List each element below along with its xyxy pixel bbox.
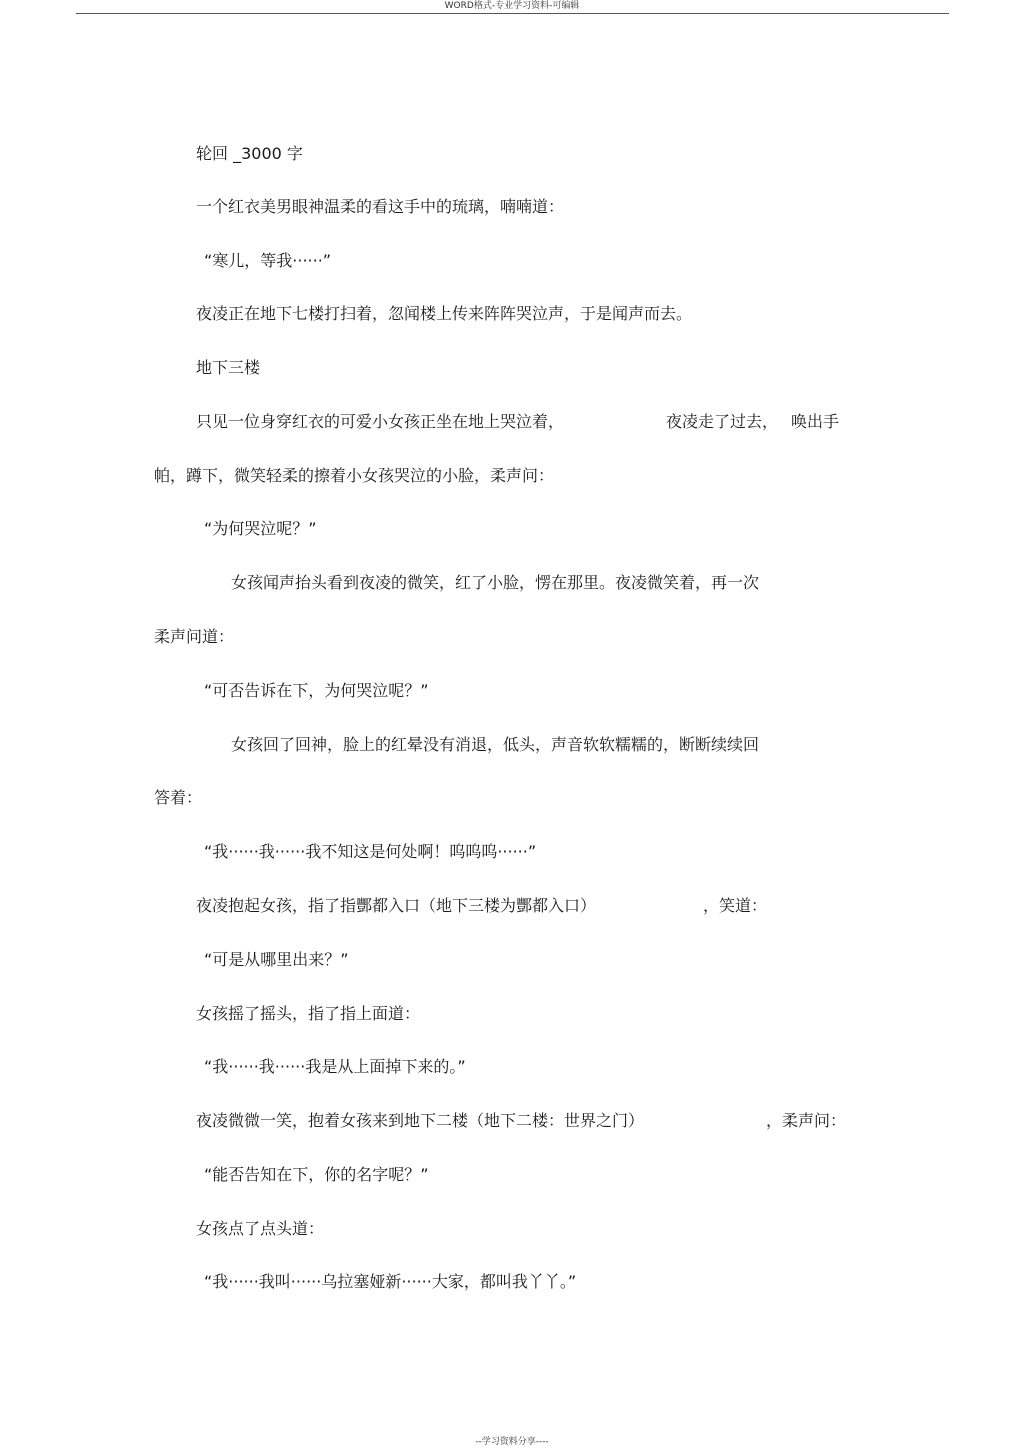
paragraph-fragment: 夜凌走了过去， <box>666 412 779 431</box>
dialogue-line: “可否告诉在下，为何哭泣呢？” <box>204 681 429 700</box>
paragraph: 夜凌抱起女孩，指了指酆都入口（地下三楼为酆都入口） <box>196 896 597 915</box>
paragraph: 女孩闻声抬头看到夜凌的微笑，红了小脸，愣在那里。夜凌微笑着，再一次 <box>231 573 760 592</box>
paragraph-continuation: 柔声问道： <box>154 627 235 646</box>
page-header: WORD格式-专业学习资料-可编辑 <box>444 1 580 11</box>
paragraph: 夜凌正在地下七楼打扫着，忽闻楼上传来阵阵哭泣声，于是闻声而去。 <box>196 304 693 323</box>
paragraph-fragment: 唤出手 <box>791 412 840 431</box>
document-title: 轮回 _3000 字 <box>196 144 303 163</box>
paragraph: 夜凌微微一笑，抱着女孩来到地下二楼（地下二楼：世界之门） <box>196 1111 645 1130</box>
paragraph-continuation: 答着： <box>154 788 203 807</box>
paragraph: 女孩摇了摇头，指了指上面道： <box>196 1004 421 1023</box>
dialogue-line: “我······我叫······乌拉塞娅新······大家，都叫我丫丫。” <box>204 1272 577 1291</box>
paragraph: 女孩点了点头道： <box>196 1219 325 1238</box>
paragraph-fragment: ，笑道： <box>703 896 768 915</box>
paragraph: 女孩回了回神，脸上的红晕没有消退，低头，声音软软糯糯的，断断续续回 <box>231 735 760 754</box>
dialogue-line: “可是从哪里出来？” <box>204 950 349 969</box>
page-footer: --学习资料分享---- <box>475 1437 549 1447</box>
paragraph: 只见一位身穿红衣的可爱小女孩正坐在地上哭泣着， <box>196 412 565 431</box>
paragraph: 一个红衣美男眼神温柔的看这手中的琉璃，喃喃道： <box>196 197 565 216</box>
header-divider <box>76 13 949 14</box>
paragraph-continuation: 帕，蹲下，微笑轻柔的擦着小女孩哭泣的小脸，柔声问： <box>154 466 555 485</box>
paragraph: 地下三楼 <box>196 358 261 377</box>
dialogue-line: “能否告知在下，你的名字呢？” <box>204 1165 429 1184</box>
paragraph-fragment: ，柔声问： <box>766 1111 847 1130</box>
dialogue-line: “我······我······我是从上面掉下来的。” <box>204 1057 466 1076</box>
dialogue-line: “我······我······我不知这是何处啊！呜呜呜······” <box>204 842 537 861</box>
dialogue-line: “寒儿，等我······” <box>204 251 332 270</box>
dialogue-line: “为何哭泣呢？” <box>204 519 317 538</box>
